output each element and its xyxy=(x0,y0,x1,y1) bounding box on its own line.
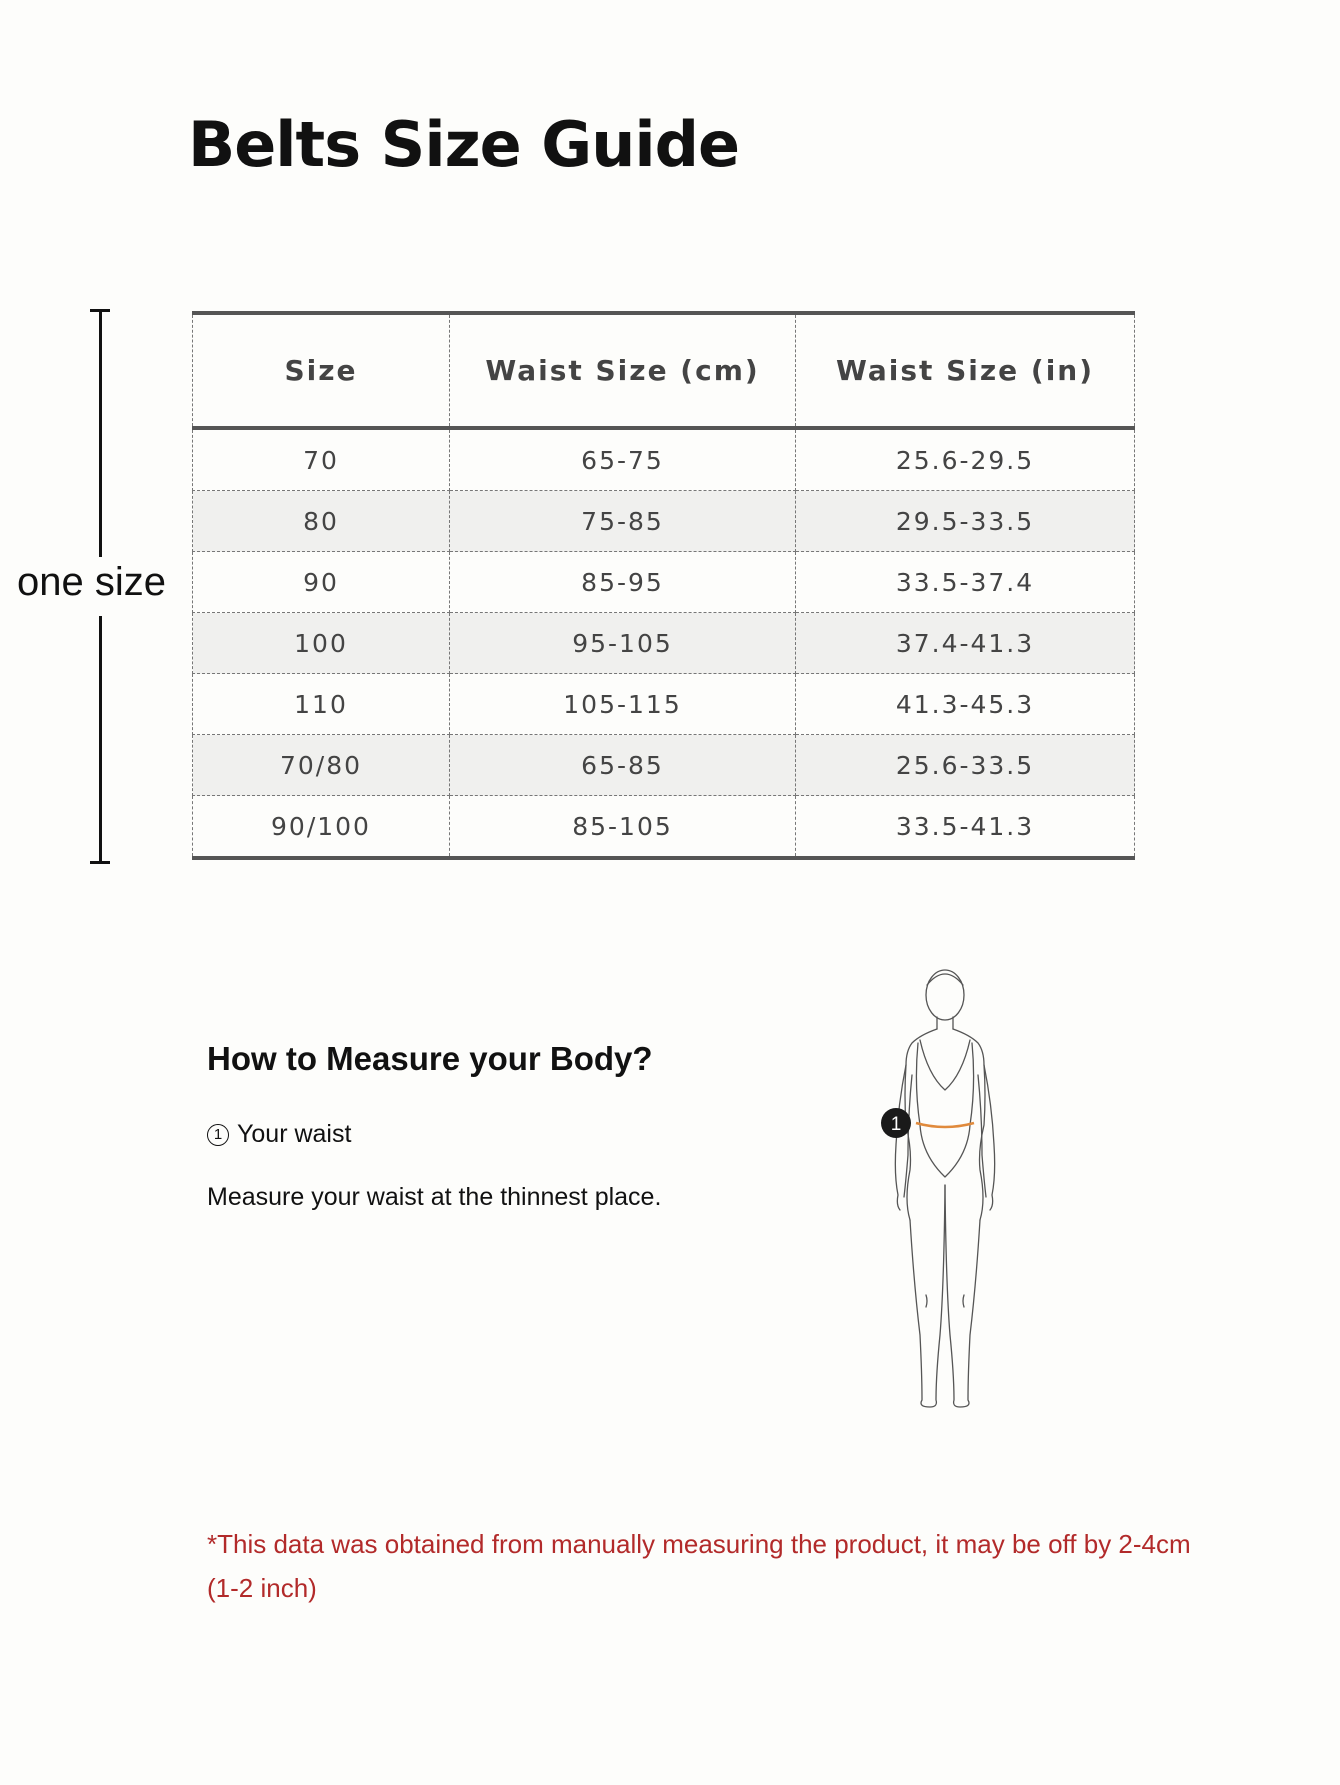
waist-measure-line xyxy=(916,1123,974,1127)
cell-size: 90/100 xyxy=(193,796,450,859)
size-table xyxy=(192,311,1135,860)
cell-size: 100 xyxy=(193,613,450,674)
cell-waist-in: 37.4-41.3 xyxy=(796,613,1135,674)
disclaimer-note: *This data was obtained from manually measuring the product, it may be off by 2-4cm (1-2 inch) xyxy=(207,1529,1191,1603)
table-row xyxy=(193,428,1135,491)
cell-waist-cm: 75-85 xyxy=(450,491,796,552)
cell-size: 80 xyxy=(193,491,450,552)
bracket-line-lower xyxy=(99,616,102,864)
header-waist-cm: Waist Size (cm) xyxy=(450,313,796,428)
table-row xyxy=(193,735,1135,796)
cell-waist-in: 33.5-37.4 xyxy=(796,552,1135,613)
header-size: Size xyxy=(193,313,450,428)
cell-waist-cm: 85-95 xyxy=(450,552,796,613)
table-row xyxy=(193,491,1135,552)
measure-heading: How to Measure your Body? xyxy=(207,1040,653,1077)
cell-waist-in: 25.6-29.5 xyxy=(796,428,1135,491)
cell-waist-in: 25.6-33.5 xyxy=(796,735,1135,796)
cell-waist-cm: 95-105 xyxy=(450,613,796,674)
figure-marker-number: 1 xyxy=(890,1114,902,1135)
body-figure-illustration xyxy=(860,955,1030,1415)
header-waist-in: Waist Size (in) xyxy=(796,313,1135,428)
cell-waist-in: 29.5-33.5 xyxy=(796,491,1135,552)
step-number-badge: 1 xyxy=(207,1124,229,1146)
cell-size: 70 xyxy=(193,428,450,491)
bracket-bottom-cap xyxy=(90,861,110,864)
step-label: Your waist xyxy=(237,1120,352,1148)
step-waist xyxy=(207,1120,351,1149)
bracket-line-upper xyxy=(99,309,102,557)
measure-description: Measure your waist at the thinnest place. xyxy=(207,1183,662,1211)
cell-waist-cm: 65-85 xyxy=(450,735,796,796)
cell-size: 110 xyxy=(193,674,450,735)
table-row xyxy=(193,796,1135,859)
table-row xyxy=(193,613,1135,674)
table-row xyxy=(193,552,1135,613)
one-size-label: one size xyxy=(17,560,166,604)
cell-size: 70/80 xyxy=(193,735,450,796)
cell-waist-in: 33.5-41.3 xyxy=(796,796,1135,859)
cell-size: 90 xyxy=(193,552,450,613)
page-title: Belts Size Guide xyxy=(188,108,740,181)
cell-waist-cm: 85-105 xyxy=(450,796,796,859)
table-row xyxy=(193,674,1135,735)
cell-waist-cm: 105-115 xyxy=(450,674,796,735)
cell-waist-cm: 65-75 xyxy=(450,428,796,491)
cell-waist-in: 41.3-45.3 xyxy=(796,674,1135,735)
table-header-row xyxy=(193,313,1135,428)
